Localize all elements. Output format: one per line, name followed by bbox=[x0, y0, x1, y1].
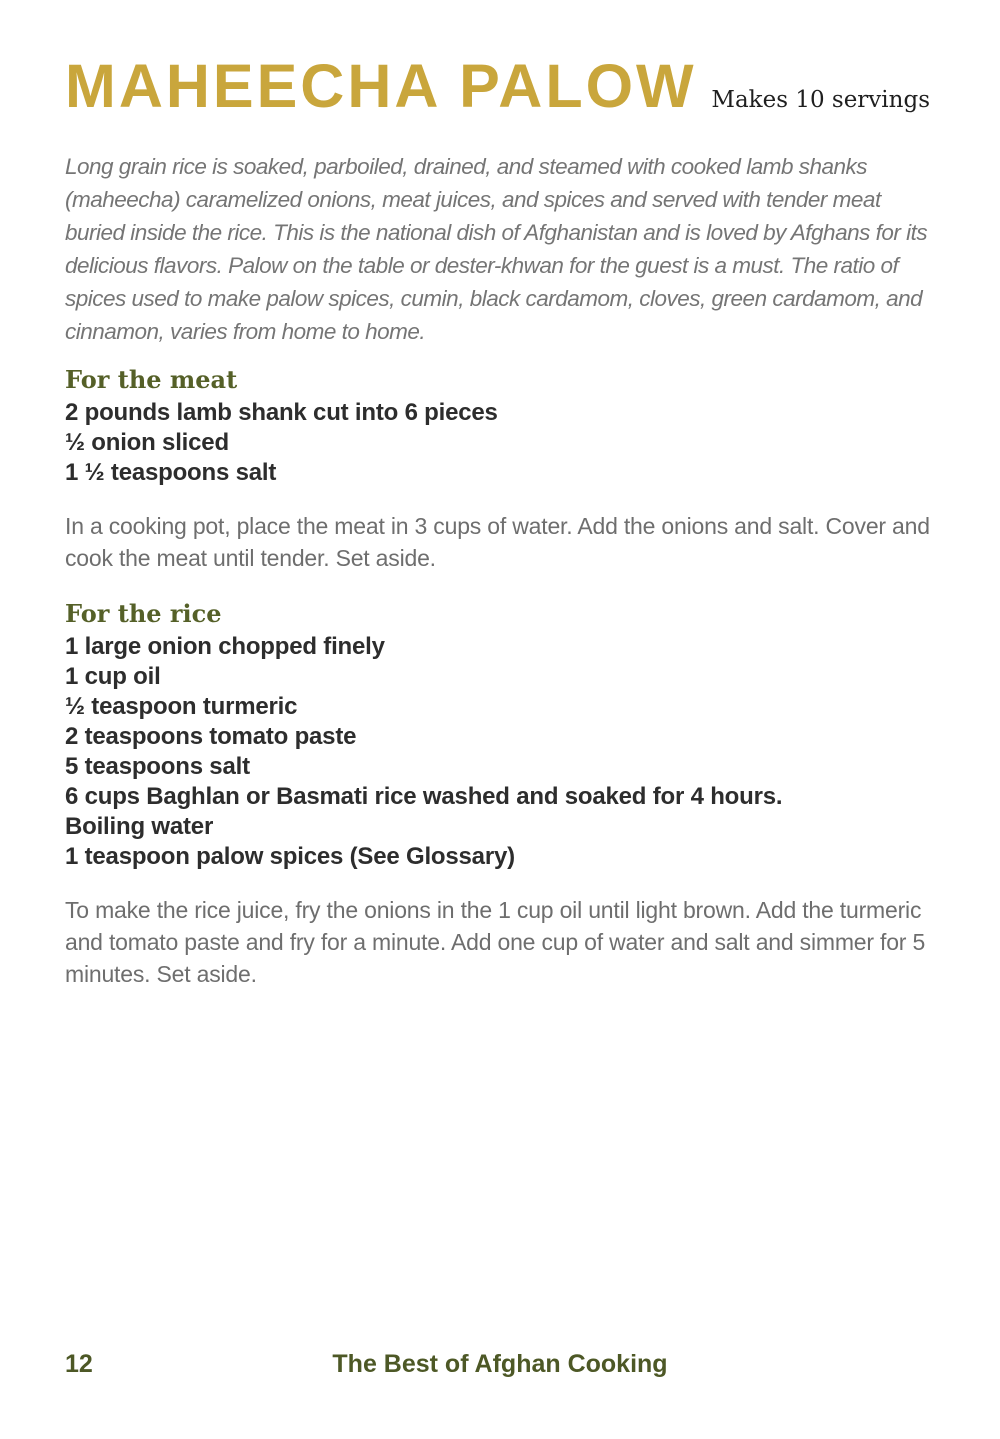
ingredient-meat-1: 2 pounds lamb shank cut into 6 pieces bbox=[65, 399, 498, 427]
ingredient-meat-3: 1 ½ teaspoons salt bbox=[65, 459, 277, 487]
instructions-meat: In a cooking pot, place the meat in 3 cups of water. Add the onions and salt. Cover and cook the meat until tender. Set aside. bbox=[65, 513, 930, 572]
ingredient-list-meat bbox=[65, 398, 930, 488]
recipe-intro: Long grain rice is soaked, parboiled, drained, and steamed with cooked lamb shanks (maheecha) caramelized onions, meat juices, and spices and served with tender meat buried inside the rice. This is the national dish of Afghanistan and is loved by Afghans for its delicious flavors. Palow on the table or dester-khwan for the guest is a must. The ratio of spices used to make palow spices, cumin, black cardamom, cloves, green cardamom, and cinnamon, varies from home to home. bbox=[65, 153, 928, 344]
servings-note: Makes 10 servings bbox=[711, 87, 930, 113]
recipe-title: MAHEECHA PALOW bbox=[65, 52, 697, 120]
ingredient-rice-4: 2 teaspoons tomato paste bbox=[65, 723, 357, 751]
section-rice bbox=[65, 598, 930, 990]
ingredient-rice-8: 1 teaspoon palow spices (See Glossary) bbox=[65, 843, 515, 871]
ingredient-rice-7: Boiling water bbox=[65, 813, 214, 841]
page-number: 12 bbox=[65, 1350, 93, 1378]
instructions-rice: To make the rice juice, fry the onions in the 1 cup oil until light brown. Add the turmeric and tomato paste and fry for a minute. Add one cup of water and salt and simmer for 5 minutes. Set aside. bbox=[65, 897, 926, 988]
ingredient-rice-5: 5 teaspoons salt bbox=[65, 753, 250, 781]
ingredient-rice-6: 6 cups Baghlan or Basmati rice washed and soaked for 4 hours. bbox=[65, 783, 783, 811]
recipe-header bbox=[65, 0, 930, 120]
ingredient-rice-3: ½ teaspoon turmeric bbox=[65, 693, 298, 721]
ingredient-rice-1: 1 large onion chopped finely bbox=[65, 633, 385, 661]
ingredient-rice-2: 1 cup oil bbox=[65, 663, 161, 691]
ingredient-meat-2: ½ onion sliced bbox=[65, 429, 229, 457]
section-heading-rice: For the rice bbox=[65, 599, 222, 629]
ingredient-list-rice bbox=[65, 632, 930, 872]
section-heading-meat: For the meat bbox=[65, 364, 238, 394]
section-meat bbox=[65, 364, 930, 574]
book-title: The Best of Afghan Cooking bbox=[332, 1350, 668, 1378]
page-footer bbox=[0, 1350, 1000, 1384]
